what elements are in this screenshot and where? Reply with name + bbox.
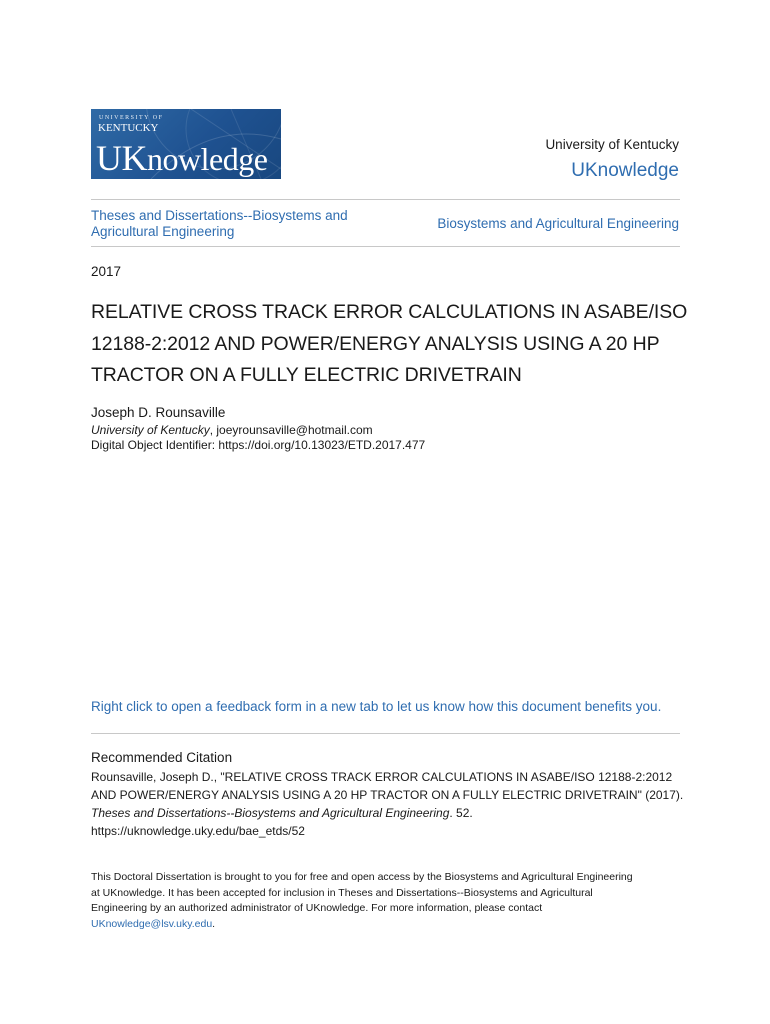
logo-uk: UK: [96, 138, 147, 178]
title-line-3: TRACTOR ON A FULLY ELECTRIC DRIVETRAIN: [91, 364, 522, 386]
logo-nowledge: nowledge: [147, 141, 268, 177]
divider-middle: [91, 246, 680, 247]
affiliation-name: University of Kentucky: [91, 423, 210, 437]
author-affiliation: [91, 423, 373, 437]
citation-url: https://uknowledge.uky.edu/bae_etds/52: [91, 824, 305, 838]
notice-line-1: This Doctoral Dissertation is brought to you for free and open access by the Biosystems and Agricultural Engineering: [91, 871, 633, 883]
notice-line-2: at UKnowledge. It has been accepted for inclusion in Theses and Dissertations--Biosystems and Agricultural: [91, 886, 593, 899]
citation-line-1: Rounsaville, Joseph D., "RELATIVE CROSS TRACK ERROR CALCULATIONS IN ASABE/ISO 12188-2:2012: [91, 770, 673, 784]
collection-theses-line1: Theses and Dissertations--Biosystems and: [91, 208, 348, 223]
header-university: University of Kentucky: [545, 137, 679, 152]
feedback-link[interactable]: Right click to open a feedback form in a new tab to let us know how this document benefits you.: [91, 699, 662, 714]
collection-link-department[interactable]: Biosystems and Agricultural Engineering: [437, 216, 679, 231]
contact-email-link[interactable]: UKnowledge@lsv.uky.edu: [91, 917, 213, 930]
citation-series: Theses and Dissertations--Biosystems and Agricultural Engineering: [91, 806, 450, 820]
access-notice: [91, 870, 691, 932]
citation-text: [91, 768, 691, 840]
header-repository-link[interactable]: UKnowledge: [571, 160, 679, 181]
title-line-1: RELATIVE CROSS TRACK ERROR CALCULATIONS IN ASABE/ISO: [91, 301, 688, 323]
recommended-citation-heading: Recommended Citation: [91, 750, 233, 765]
notice-line-3: Engineering by an authorized administrator of UKnowledge. For more information, please contact: [91, 902, 543, 914]
collection-theses-line2: Agricultural Engineering: [91, 224, 235, 239]
citation-number: . 52.: [449, 806, 473, 820]
logo-wordmark: [96, 140, 267, 176]
author-email: , joeyrounsaville@hotmail.com: [209, 423, 373, 437]
publication-year: 2017: [91, 264, 122, 279]
divider-bottom: [91, 733, 680, 734]
citation-line-2: AND POWER/ENERGY ANALYSIS USING A 20 HP TRACTOR ON A FULLY ELECTRIC DRIVETRAIN" (2017).: [91, 788, 684, 802]
document-title: [91, 297, 691, 392]
citation-line-3: [91, 804, 691, 822]
uknowledge-logo[interactable]: [91, 109, 281, 179]
notice-line-4: [91, 917, 691, 933]
title-line-2: 12188-2:2012 AND POWER/ENERGY ANALYSIS USING A 20 HP: [91, 332, 660, 355]
collection-link-theses[interactable]: [91, 208, 381, 240]
notice-end: .: [212, 917, 216, 930]
logo-kentucky: KENTUCKY: [98, 122, 159, 134]
logo-university-of: UNIVERSITY OF: [99, 115, 164, 121]
doi: Digital Object Identifier: https://doi.org/10.13023/ETD.2017.477: [91, 438, 426, 452]
author-name: Joseph D. Rounsaville: [91, 405, 226, 420]
divider-top: [91, 199, 680, 200]
